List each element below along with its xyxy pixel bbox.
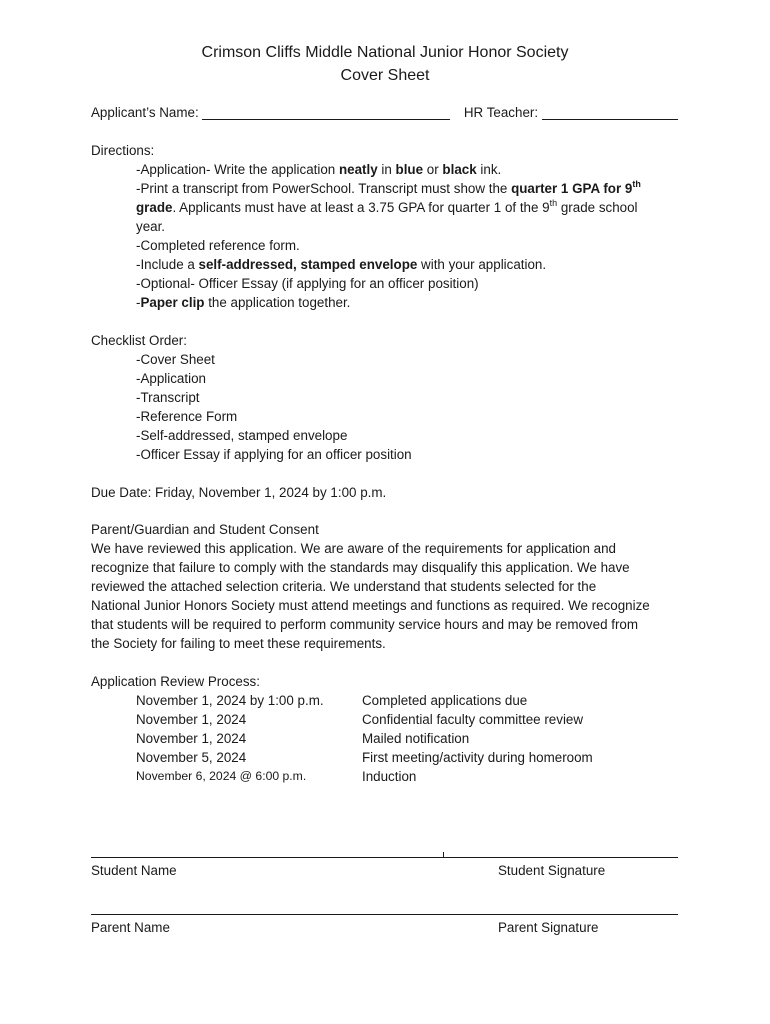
review-event: Completed applications due bbox=[362, 693, 528, 708]
checklist-item: -Self-addressed, stamped envelope bbox=[136, 428, 348, 443]
checklist-item: -Cover Sheet bbox=[136, 352, 215, 367]
checklist-item: -Officer Essay if applying for an officer position bbox=[136, 447, 412, 462]
applicant-row bbox=[91, 103, 678, 122]
hr-teacher-field[interactable] bbox=[542, 105, 678, 120]
student-name-label: Student Name bbox=[91, 863, 177, 878]
review-event: First meeting/activity during homeroom bbox=[362, 750, 593, 765]
checklist-item: -Transcript bbox=[136, 390, 200, 405]
review-event: Confidential faculty committee review bbox=[362, 712, 584, 727]
hr-teacher-label: HR Teacher: bbox=[463, 105, 539, 120]
due-date: Due Date: Friday, November 1, 2024 by 1:00 p.m. bbox=[91, 485, 387, 500]
document-title: Crimson Cliffs Middle National Junior Honor Society bbox=[201, 44, 569, 61]
direction-item-transcript-cont: grade. Applicants must have at least a 3.75 GPA for quarter 1 of the 9th grade school bbox=[136, 198, 638, 215]
direction-item-transcript: -Print a transcript from PowerSchool. Transcript must show the quarter 1 GPA for 9th bbox=[136, 179, 641, 196]
review-event: Mailed notification bbox=[362, 731, 470, 746]
consent-line: reviewed the attached selection criteria. We understand that students selected for the bbox=[91, 579, 597, 594]
consent-heading: Parent/Guardian and Student Consent bbox=[91, 522, 319, 537]
review-date: November 6, 2024 @ 6:00 p.m. bbox=[136, 769, 307, 783]
document-subtitle: Cover Sheet bbox=[340, 67, 430, 84]
consent-line: that students will be required to perform community service hours and may be removed from bbox=[91, 617, 639, 632]
review-date: November 1, 2024 bbox=[136, 731, 247, 746]
checklist-heading: Checklist Order: bbox=[91, 333, 187, 348]
parent-signature-line[interactable] bbox=[91, 914, 678, 915]
direction-item-envelope: -Include a self-addressed, stamped envelope with your application. bbox=[136, 257, 547, 272]
review-date: November 1, 2024 bbox=[136, 712, 247, 727]
parent-signature-label: Parent Signature bbox=[498, 920, 599, 935]
consent-line: We have reviewed this application. We are aware of the requirements for application and bbox=[91, 541, 617, 556]
direction-item-reference: -Completed reference form. bbox=[136, 238, 300, 253]
student-signature-line[interactable] bbox=[91, 857, 678, 858]
applicant-name-field[interactable] bbox=[202, 105, 450, 120]
signature-divider bbox=[443, 852, 444, 858]
directions-heading: Directions: bbox=[91, 143, 155, 158]
review-date: November 1, 2024 by 1:00 p.m. bbox=[136, 693, 324, 708]
applicant-name-label: Applicant’s Name: bbox=[91, 105, 199, 120]
review-event: Induction bbox=[362, 769, 417, 784]
student-signature-label: Student Signature bbox=[498, 863, 606, 878]
review-heading: Application Review Process: bbox=[91, 674, 260, 689]
direction-item-application: -Application- Write the application neatly in blue or black ink. bbox=[136, 162, 502, 177]
parent-name-label: Parent Name bbox=[91, 920, 170, 935]
consent-line: National Junior Honors Society must attend meetings and functions as required. We recognize bbox=[91, 598, 650, 613]
direction-item-essay: -Optional- Officer Essay (if applying for an officer position) bbox=[136, 276, 479, 291]
review-date: November 5, 2024 bbox=[136, 750, 247, 765]
direction-item-transcript-end: year. bbox=[136, 219, 166, 234]
checklist-item: -Reference Form bbox=[136, 409, 238, 424]
consent-line: recognize that failure to comply with the standards may disqualify this application. We have bbox=[91, 560, 630, 575]
consent-line: the Society for failing to meet these requirements. bbox=[91, 636, 386, 651]
direction-item-paperclip: -Paper clip the application together. bbox=[136, 295, 351, 310]
checklist-item: -Application bbox=[136, 371, 206, 386]
